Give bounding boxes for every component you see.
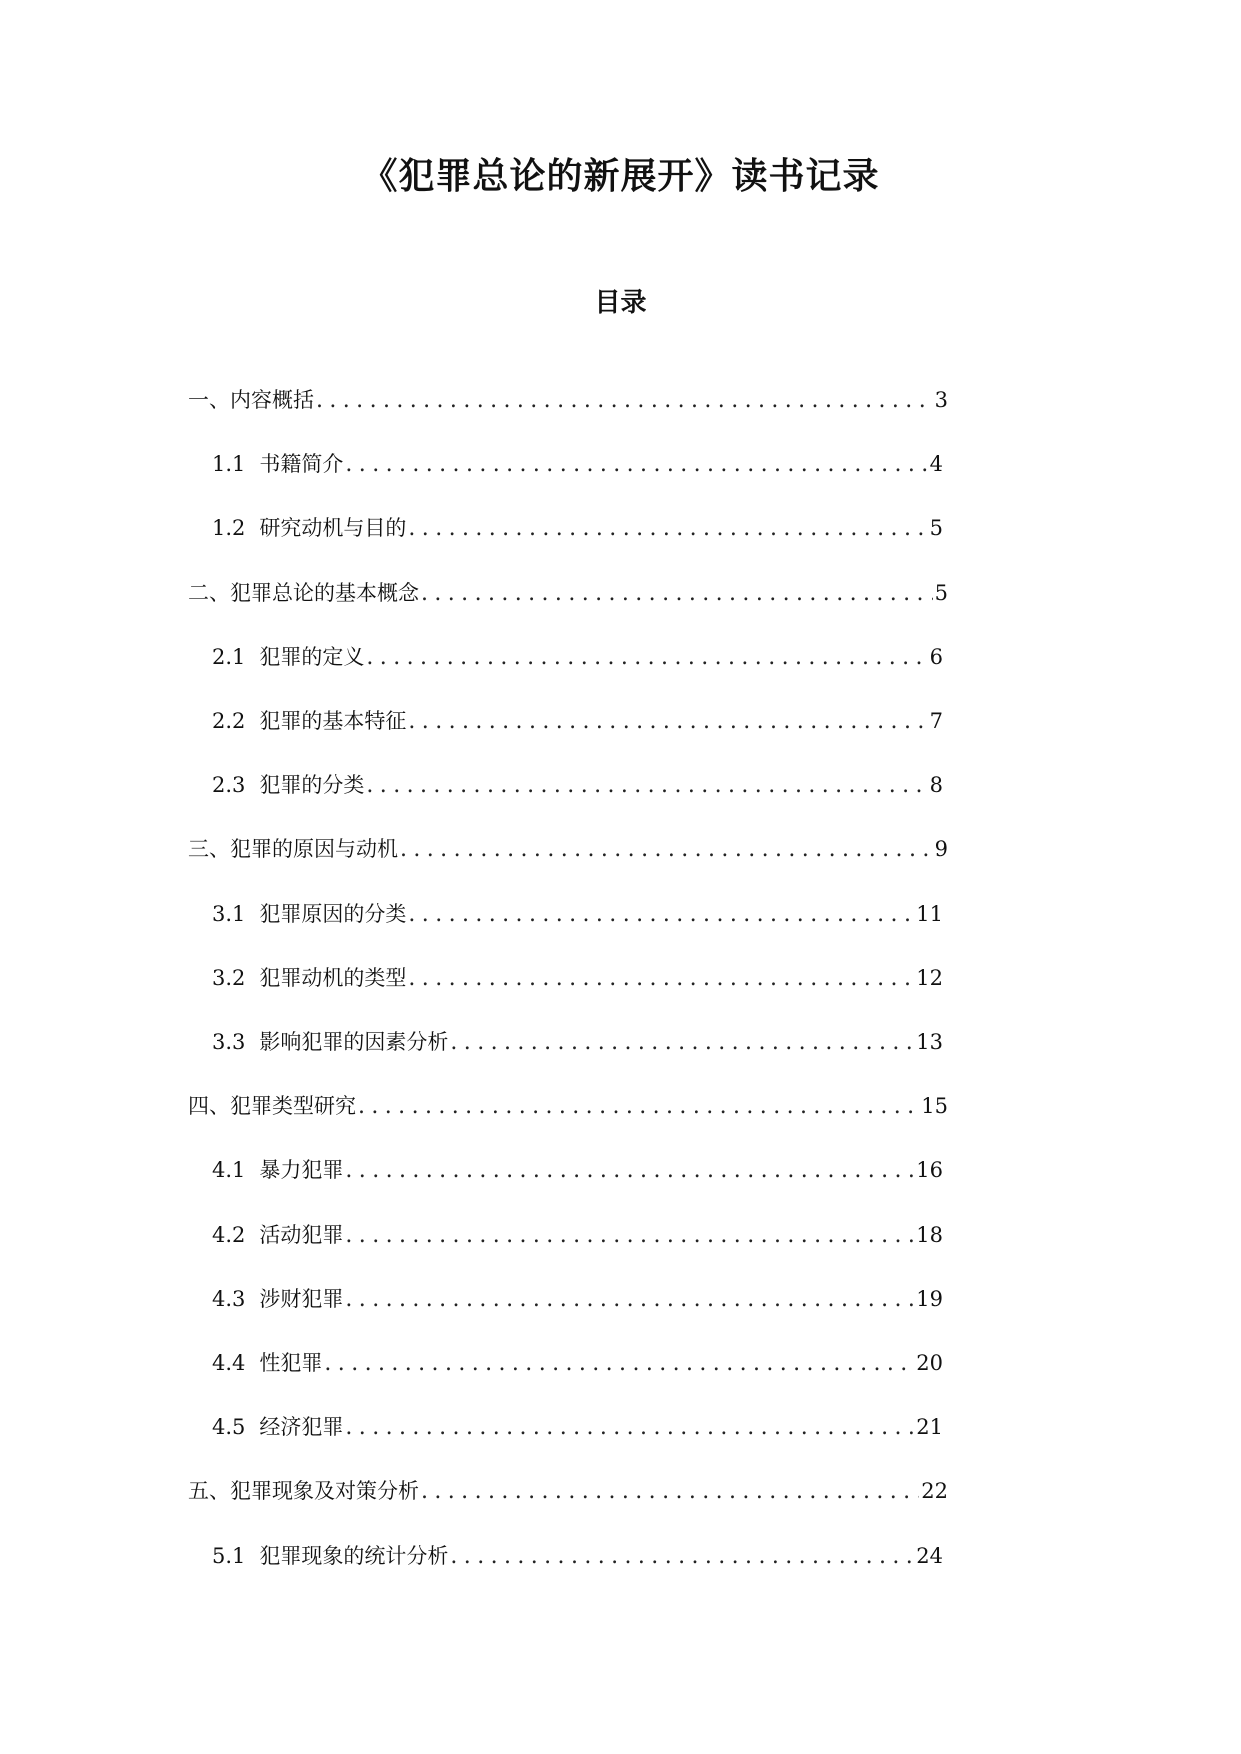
toc-entry-number: 3.1 bbox=[212, 902, 246, 926]
toc-entry-number: 4.3 bbox=[212, 1287, 246, 1311]
toc-page-number: 18 bbox=[916, 1223, 943, 1247]
toc-dot-leader bbox=[421, 577, 933, 610]
toc-dot-leader bbox=[408, 898, 914, 931]
toc-entry-text: 影响犯罪的因素分析 bbox=[259, 1030, 449, 1054]
toc-entry-number: 3.3 bbox=[212, 1030, 246, 1054]
toc-entry-label bbox=[212, 640, 364, 674]
toc-page-number: 7 bbox=[929, 709, 943, 733]
toc-dot-leader bbox=[358, 1090, 919, 1123]
toc-page-number: 21 bbox=[916, 1415, 943, 1439]
toc-dot-leader bbox=[450, 1540, 914, 1573]
toc-page-number: 16 bbox=[916, 1158, 943, 1182]
toc-dot-leader bbox=[366, 769, 927, 802]
toc-entry[interactable] bbox=[212, 511, 943, 545]
toc-entry-text: 三、犯罪的原因与动机 bbox=[188, 837, 398, 861]
toc-entry-number: 3.2 bbox=[212, 966, 246, 990]
toc-dot-leader bbox=[408, 705, 927, 738]
toc-entry-number: 2.2 bbox=[212, 709, 246, 733]
toc-entry-text: 犯罪的分类 bbox=[259, 773, 365, 797]
toc-entry[interactable] bbox=[212, 1282, 943, 1316]
toc-entry-label bbox=[212, 768, 364, 802]
toc-entry-text: 涉财犯罪 bbox=[259, 1287, 344, 1311]
toc-entry-label bbox=[212, 1410, 343, 1444]
toc-entry[interactable] bbox=[188, 832, 948, 866]
toc-entry-text: 研究动机与目的 bbox=[259, 516, 407, 540]
toc-dot-leader bbox=[345, 448, 927, 481]
toc-entry-text: 犯罪的基本特征 bbox=[259, 709, 407, 733]
toc-dot-leader bbox=[345, 1283, 914, 1316]
toc-entry-text: 书籍简介 bbox=[259, 452, 344, 476]
toc-entry[interactable] bbox=[188, 383, 948, 417]
toc-dot-leader bbox=[450, 1026, 914, 1059]
toc-dot-leader bbox=[345, 1219, 914, 1252]
toc-entry-text: 活动犯罪 bbox=[259, 1223, 344, 1247]
toc-entry-label bbox=[212, 1153, 343, 1187]
toc-entry-label bbox=[212, 1539, 448, 1573]
toc-entry-text: 犯罪动机的类型 bbox=[259, 966, 407, 990]
toc-entry[interactable] bbox=[212, 640, 943, 674]
toc-entry[interactable] bbox=[212, 1025, 943, 1059]
document-title: 《犯罪总论的新展开》读书记录 bbox=[361, 156, 880, 197]
toc-entry[interactable] bbox=[212, 1539, 943, 1573]
toc-entry-text: 一、内容概括 bbox=[188, 388, 314, 412]
toc-entry[interactable] bbox=[212, 1346, 943, 1380]
toc-entry-number: 1.2 bbox=[212, 516, 246, 540]
toc-entry-number: 4.5 bbox=[212, 1415, 246, 1439]
toc-entry-text: 经济犯罪 bbox=[259, 1415, 344, 1439]
toc-entry-number: 4.4 bbox=[212, 1351, 246, 1375]
toc-entry[interactable] bbox=[212, 897, 943, 931]
toc-page-number: 8 bbox=[929, 773, 943, 797]
toc-dot-leader bbox=[324, 1347, 914, 1380]
toc-entry-text: 犯罪的定义 bbox=[259, 645, 365, 669]
toc-dot-leader bbox=[408, 962, 914, 995]
toc-entry-label bbox=[212, 1346, 322, 1380]
toc-dot-leader bbox=[400, 833, 933, 866]
toc-entry-label bbox=[188, 1474, 419, 1508]
toc-entry-text: 暴力犯罪 bbox=[259, 1158, 344, 1182]
toc-page-number: 24 bbox=[916, 1544, 943, 1568]
toc-entry-number: 4.1 bbox=[212, 1158, 246, 1182]
toc-entry-label bbox=[188, 576, 419, 610]
toc-entry-number: 4.2 bbox=[212, 1223, 246, 1247]
toc-entry-number: 2.3 bbox=[212, 773, 246, 797]
toc-entry[interactable] bbox=[212, 961, 943, 995]
toc-entry-text: 二、犯罪总论的基本概念 bbox=[188, 581, 419, 605]
toc-page-number: 4 bbox=[929, 452, 943, 476]
toc-entry-text: 犯罪现象的统计分析 bbox=[259, 1544, 449, 1568]
toc-entry-number: 1.1 bbox=[212, 452, 246, 476]
toc-entry-label bbox=[188, 1089, 356, 1123]
toc-dot-leader bbox=[366, 641, 927, 674]
toc-entry-label bbox=[212, 1218, 343, 1252]
toc-entry-label bbox=[212, 1025, 448, 1059]
toc-entry-label bbox=[212, 511, 406, 545]
toc-dot-leader bbox=[316, 384, 933, 417]
toc-entry-label bbox=[212, 704, 406, 738]
toc-entry[interactable] bbox=[188, 1089, 948, 1123]
toc-page-number: 6 bbox=[929, 645, 943, 669]
toc-page-number: 15 bbox=[921, 1094, 948, 1118]
toc-entry[interactable] bbox=[212, 1218, 943, 1252]
toc-entry[interactable] bbox=[212, 1153, 943, 1187]
toc-dot-leader bbox=[345, 1154, 914, 1187]
toc-entry-label bbox=[212, 961, 406, 995]
toc-entry-label bbox=[188, 383, 314, 417]
toc-entry-text: 五、犯罪现象及对策分析 bbox=[188, 1479, 419, 1503]
toc-page-number: 11 bbox=[916, 902, 943, 926]
toc-entry-label bbox=[212, 447, 343, 481]
toc-entry-text: 犯罪原因的分类 bbox=[259, 902, 407, 926]
toc-entry[interactable] bbox=[212, 704, 943, 738]
toc-dot-leader bbox=[421, 1475, 919, 1508]
toc-entry-text: 四、犯罪类型研究 bbox=[188, 1094, 356, 1118]
toc-entry[interactable] bbox=[188, 576, 948, 610]
toc-dot-leader bbox=[408, 512, 927, 545]
toc-entry[interactable] bbox=[212, 447, 943, 481]
toc-entry-number: 5.1 bbox=[212, 1544, 246, 1568]
toc-entry[interactable] bbox=[188, 1474, 948, 1508]
toc-entry[interactable] bbox=[212, 1410, 943, 1444]
toc-entry-label bbox=[188, 832, 398, 866]
toc-entry[interactable] bbox=[212, 768, 943, 802]
toc-page-number: 9 bbox=[934, 837, 948, 861]
toc-dot-leader bbox=[345, 1411, 914, 1444]
toc-entry-number: 2.1 bbox=[212, 645, 246, 669]
toc-page-number: 5 bbox=[929, 516, 943, 540]
toc-page-number: 5 bbox=[934, 581, 948, 605]
toc-entry-label bbox=[212, 897, 406, 931]
toc-page-number: 3 bbox=[934, 388, 948, 412]
toc-page-number: 13 bbox=[916, 1030, 943, 1054]
toc-page-number: 20 bbox=[916, 1351, 943, 1375]
toc-page-number: 22 bbox=[921, 1479, 948, 1503]
toc-entry-label bbox=[212, 1282, 343, 1316]
toc-page-number: 12 bbox=[916, 966, 943, 990]
toc-entry-text: 性犯罪 bbox=[259, 1351, 323, 1375]
toc-heading: 目录 bbox=[594, 288, 647, 318]
toc-page-number: 19 bbox=[916, 1287, 943, 1311]
